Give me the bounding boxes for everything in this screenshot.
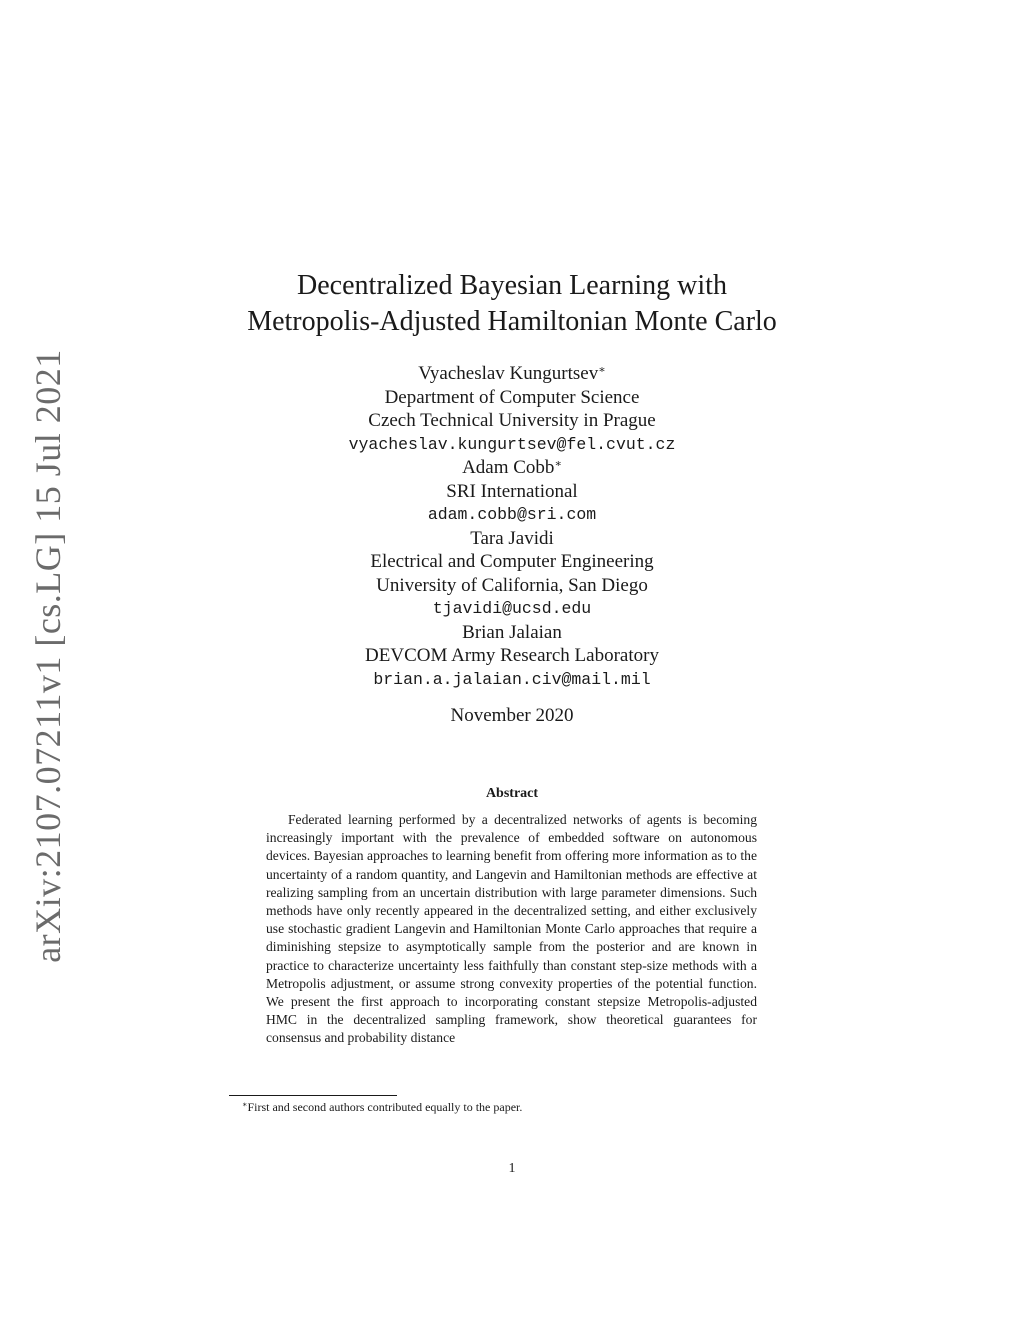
title-line-1: Decentralized Bayesian Learning with xyxy=(297,270,727,301)
author-email: brian.a.jalaian.civ@mail.mil xyxy=(373,669,651,689)
arxiv-stamp xyxy=(26,349,70,963)
author-email: tjavidi@ucsd.edu xyxy=(432,599,592,618)
title-line-2: Metropolis-Adjusted Hamiltonian Monte Carlo xyxy=(247,306,777,337)
author-name-text: Vyacheslav Kungurtsev xyxy=(418,363,599,384)
author-email: vyacheslav.kungurtsev@fel.cvut.cz xyxy=(348,434,676,454)
footnote-divider xyxy=(229,1095,397,1096)
abstract-heading: Abstract xyxy=(485,786,539,801)
author-block xyxy=(230,362,794,691)
footnote-mark: ∗ xyxy=(242,1100,248,1109)
footnote xyxy=(242,1099,522,1115)
author-affiliation: Department of Computer Science xyxy=(384,386,640,408)
author-name xyxy=(230,362,794,386)
author-name-text: Adam Cobb xyxy=(462,457,555,478)
author-name: Brian Jalaian xyxy=(462,621,562,643)
footnote-text: First and second authors contributed equally to the paper. xyxy=(247,1100,523,1114)
author-affiliation: SRI International xyxy=(446,480,578,502)
author-affiliation: Electrical and Computer Engineering xyxy=(370,551,654,572)
abstract-text: Federated learning performed by a decentralized networks of agents is becoming increasingly important with the prevalence of embedded software on autonomous devices. Bayesian approaches to learning benefit from offering more information as to the uncertainty of a random quantity, and Langevin and Hamiltonian methods are effective at realizing sampling from an uncertain distribution with large parameter dimensions. Such methods have only recently appeared in the decentralized setting, and either exclusively use stochastic gradient Langevin and Hamiltonian Monte Carlo approaches that require a diminishing stepsize to asymptotically sample from the posterior and are known in practice to characterize uncertainty less faithfully than constant step-size methods with a Metropolis adjustment, or assume strong convexity properties of the potential function. We present the first approach to incorporating constant stepsize Metropolis-adjusted HMC in the decentralized sampling framework, show theoretical guarantees for consensus and probability distance xyxy=(266,812,757,1046)
paper-title xyxy=(200,268,824,340)
author-name: Tara Javidi xyxy=(470,527,554,549)
page-number: 1 xyxy=(508,1161,516,1176)
author-affiliation: DEVCOM Army Research Laboratory xyxy=(365,645,659,666)
author-affiliation: Czech Technical University in Prague xyxy=(368,410,656,431)
author-footnote-mark: ∗ xyxy=(598,364,606,376)
author-name xyxy=(230,456,794,480)
arxiv-stamp-text: arXiv:2107.07211v1 [cs.LG] 15 Jul 2021 xyxy=(28,349,69,963)
publication-date: November 2020 xyxy=(450,705,574,726)
author-email: adam.cobb@sri.com xyxy=(427,505,597,524)
author-footnote-mark: ∗ xyxy=(554,458,562,470)
author-affiliation: University of California, San Diego xyxy=(376,574,648,596)
